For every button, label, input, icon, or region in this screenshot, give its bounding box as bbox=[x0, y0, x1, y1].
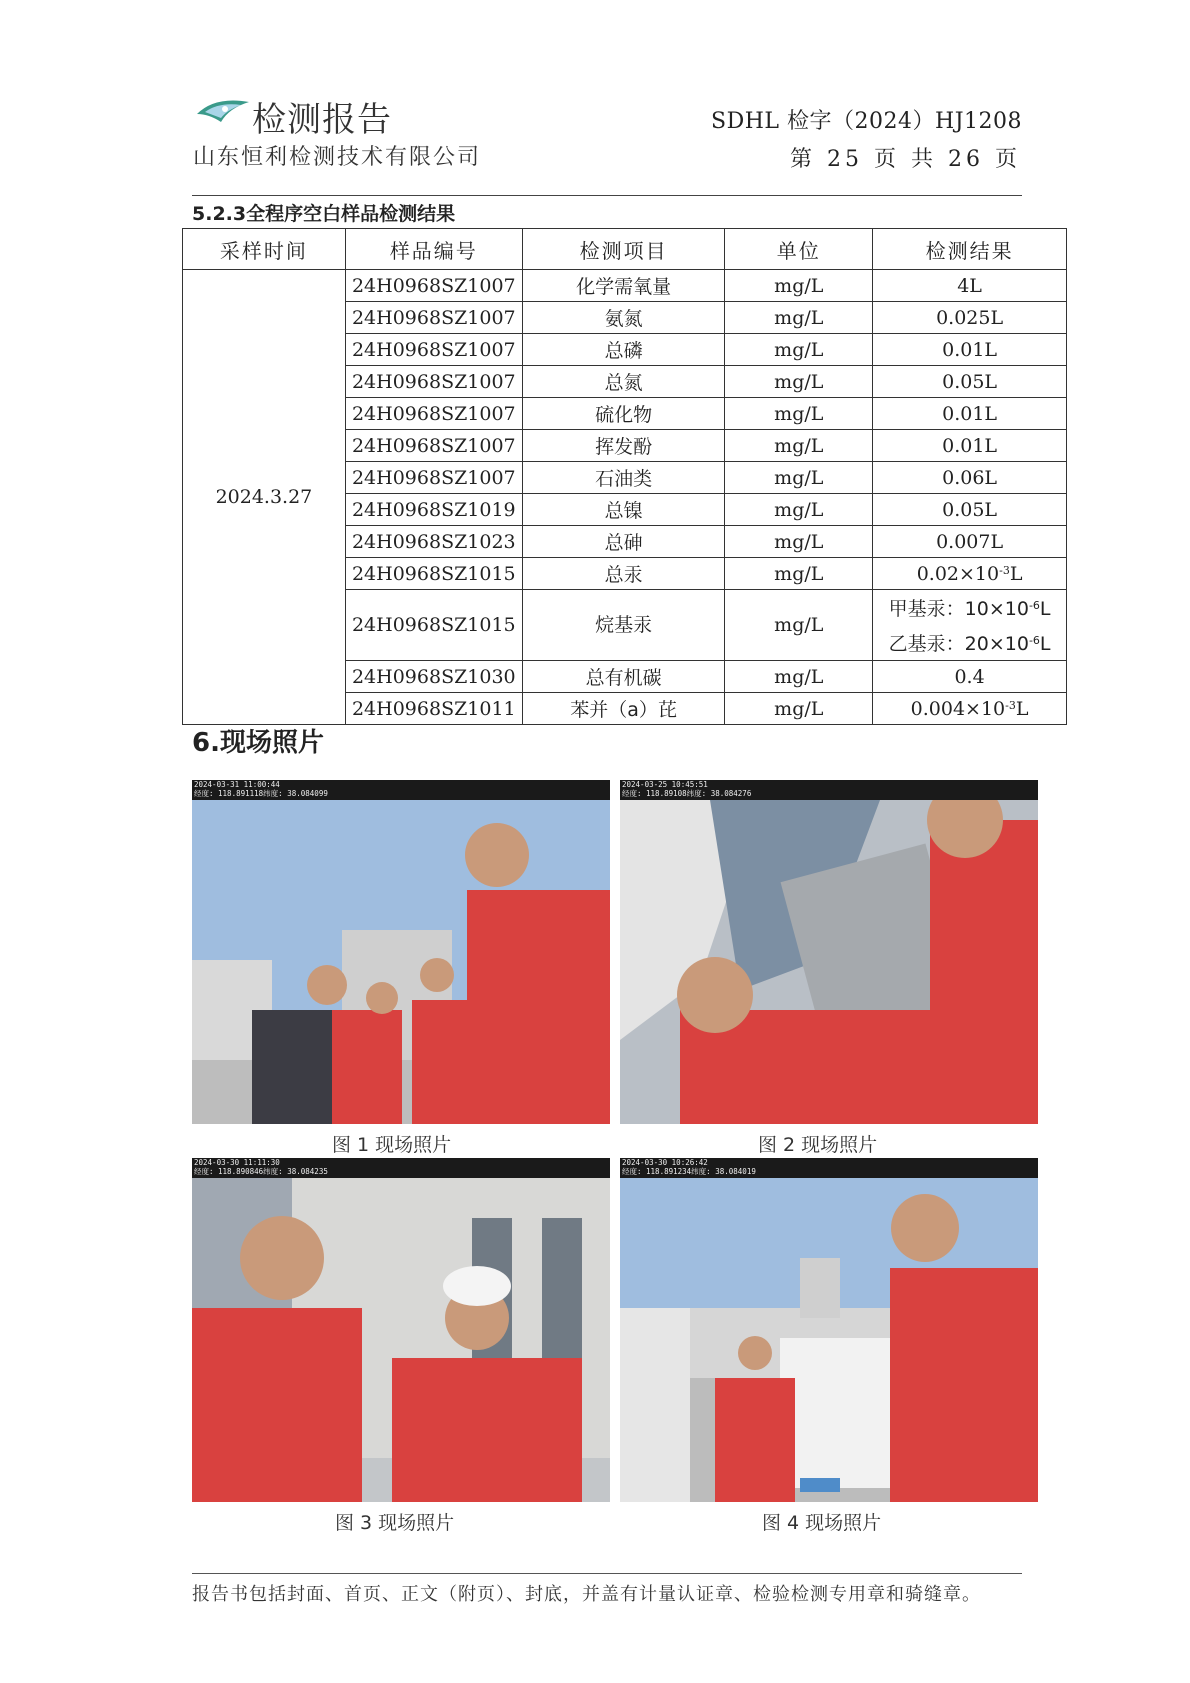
section-title-blank-samples: 5.2.3全程序空白样品检测结果 bbox=[192, 203, 456, 225]
sample-id-cell: 24H0968SZ1023 bbox=[345, 526, 522, 558]
test-item-cell: 挥发酚 bbox=[522, 430, 725, 462]
sampling-date-cell: 2024.3.27 bbox=[183, 270, 346, 725]
result-line-ethylmercury bbox=[873, 625, 1066, 660]
sample-id-cell: 24H0968SZ1007 bbox=[345, 366, 522, 398]
test-item-cell: 化学需氧量 bbox=[522, 270, 725, 302]
result-base: 乙基汞：20×10 bbox=[888, 633, 1029, 655]
coordinates-line: 经度: 118.890846纬度: 38.084235 bbox=[194, 1167, 328, 1176]
sample-id-cell: 24H0968SZ1007 bbox=[345, 270, 522, 302]
col-header-unit: 单位 bbox=[725, 229, 873, 270]
result-base: 0.02×10 bbox=[916, 562, 1000, 585]
sample-id-cell: 24H0968SZ1011 bbox=[345, 693, 522, 725]
unit-cell: mg/L bbox=[725, 661, 873, 693]
table-row bbox=[183, 270, 1067, 302]
unit-cell: mg/L bbox=[725, 270, 873, 302]
unit-cell: mg/L bbox=[725, 366, 873, 398]
unit-cell: mg/L bbox=[725, 302, 873, 334]
coordinates-line: 经度: 118.891234纬度: 38.084019 bbox=[622, 1167, 756, 1176]
timestamp-line: 2024-03-25 10:45:51 bbox=[622, 780, 708, 789]
company-logo bbox=[195, 92, 251, 126]
result-cell: 0.4 bbox=[873, 661, 1067, 693]
page-number: 第 25 页 共 26 页 bbox=[790, 147, 1021, 172]
timestamp-line: 2024-03-30 11:11:30 bbox=[194, 1158, 280, 1167]
result-cell bbox=[873, 693, 1067, 725]
result-cell: 0.06L bbox=[873, 462, 1067, 494]
result-base: 甲基汞：10×10 bbox=[888, 598, 1029, 620]
sample-id-cell: 24H0968SZ1007 bbox=[345, 398, 522, 430]
test-item-cell: 总有机碳 bbox=[522, 661, 725, 693]
result-exponent: -6 bbox=[1028, 634, 1040, 647]
result-cell: 0.01L bbox=[873, 430, 1067, 462]
photo-2-scene bbox=[620, 780, 1038, 1124]
test-item-cell: 总砷 bbox=[522, 526, 725, 558]
company-name: 山东恒利检测技术有限公司 bbox=[193, 145, 482, 170]
timestamp-line: 2024-03-30 10:26:42 bbox=[622, 1158, 708, 1167]
photo-timestamp bbox=[620, 780, 1038, 800]
test-item-cell: 苯并（a）芘 bbox=[522, 693, 725, 725]
test-item-cell: 总汞 bbox=[522, 558, 725, 590]
result-exponent: -3 bbox=[999, 563, 1010, 577]
unit-cell: mg/L bbox=[725, 430, 873, 462]
result-cell: 4L bbox=[873, 270, 1067, 302]
timestamp-line: 2024-03-31 11:00:44 bbox=[194, 780, 280, 789]
section-title-site-photos: 6.现场照片 bbox=[192, 728, 324, 758]
unit-cell: mg/L bbox=[725, 590, 873, 661]
photo-caption-4: 图 4 现场照片 bbox=[762, 1512, 882, 1534]
test-item-cell: 总氮 bbox=[522, 366, 725, 398]
result-cell: 0.025L bbox=[873, 302, 1067, 334]
result-suffix: L bbox=[1039, 598, 1051, 620]
sample-id-cell: 24H0968SZ1007 bbox=[345, 462, 522, 494]
result-cell: 0.01L bbox=[873, 398, 1067, 430]
result-cell bbox=[873, 590, 1067, 661]
result-cell: 0.05L bbox=[873, 494, 1067, 526]
coordinates-line: 经度: 118.891118纬度: 38.084099 bbox=[194, 789, 328, 798]
test-item-cell: 总镍 bbox=[522, 494, 725, 526]
photo-timestamp bbox=[620, 1158, 1038, 1178]
footer-divider bbox=[192, 1573, 1022, 1574]
result-cell bbox=[873, 558, 1067, 590]
test-item-cell: 硫化物 bbox=[522, 398, 725, 430]
result-exponent: -6 bbox=[1028, 599, 1040, 612]
unit-cell: mg/L bbox=[725, 693, 873, 725]
col-header-test-item: 检测项目 bbox=[522, 229, 725, 270]
report-title: 检测报告 bbox=[252, 100, 392, 140]
coordinates-line: 经度: 118.89108纬度: 38.084276 bbox=[622, 789, 752, 798]
sample-id-cell: 24H0968SZ1015 bbox=[345, 558, 522, 590]
test-item-cell: 烷基汞 bbox=[522, 590, 725, 661]
photo-timestamp bbox=[192, 1158, 610, 1178]
result-cell: 0.01L bbox=[873, 334, 1067, 366]
result-line-methylmercury bbox=[873, 590, 1066, 625]
sample-id-cell: 24H0968SZ1007 bbox=[345, 302, 522, 334]
col-header-result: 检测结果 bbox=[873, 229, 1067, 270]
photo-caption-3: 图 3 现场照片 bbox=[335, 1512, 455, 1534]
sample-id-cell: 24H0968SZ1030 bbox=[345, 661, 522, 693]
photo-timestamp bbox=[192, 780, 610, 800]
unit-cell: mg/L bbox=[725, 526, 873, 558]
sample-id-cell: 24H0968SZ1019 bbox=[345, 494, 522, 526]
unit-cell: mg/L bbox=[725, 462, 873, 494]
photo-3-scene bbox=[192, 1158, 610, 1502]
sample-id-cell: 24H0968SZ1007 bbox=[345, 430, 522, 462]
unit-cell: mg/L bbox=[725, 558, 873, 590]
unit-cell: mg/L bbox=[725, 494, 873, 526]
col-header-sample-id: 样品编号 bbox=[345, 229, 522, 270]
report-number: SDHL 检字（2024）HJ1208 bbox=[711, 109, 1022, 134]
site-photo-4 bbox=[620, 1158, 1038, 1502]
unit-cell: mg/L bbox=[725, 398, 873, 430]
result-exponent: -3 bbox=[1005, 698, 1016, 712]
header-divider bbox=[192, 195, 1022, 196]
photo-caption-1: 图 1 现场照片 bbox=[332, 1134, 452, 1156]
photo-caption-2: 图 2 现场照片 bbox=[758, 1134, 878, 1156]
footer-note: 报告书包括封面、首页、正文（附页）、封底，并盖有计量认证章、检验检测专用章和骑缝章。 bbox=[192, 1584, 981, 1605]
sample-id-cell: 24H0968SZ1007 bbox=[345, 334, 522, 366]
result-suffix: L bbox=[1015, 697, 1029, 720]
site-photo-2 bbox=[620, 780, 1038, 1124]
table-header-row bbox=[183, 229, 1067, 270]
site-photo-3 bbox=[192, 1158, 610, 1502]
result-suffix: L bbox=[1039, 633, 1051, 655]
test-item-cell: 石油类 bbox=[522, 462, 725, 494]
test-item-cell: 氨氮 bbox=[522, 302, 725, 334]
col-header-sampling-time: 采样时间 bbox=[183, 229, 346, 270]
site-photo-1 bbox=[192, 780, 610, 1124]
photo-4-scene bbox=[620, 1158, 1038, 1502]
blank-sample-results-table bbox=[182, 228, 1067, 725]
photo-1-scene bbox=[192, 780, 610, 1124]
unit-cell: mg/L bbox=[725, 334, 873, 366]
result-cell: 0.05L bbox=[873, 366, 1067, 398]
test-item-cell: 总磷 bbox=[522, 334, 725, 366]
result-suffix: L bbox=[1009, 562, 1023, 585]
result-cell: 0.007L bbox=[873, 526, 1067, 558]
result-base: 0.004×10 bbox=[910, 697, 1006, 720]
sample-id-cell: 24H0968SZ1015 bbox=[345, 590, 522, 661]
